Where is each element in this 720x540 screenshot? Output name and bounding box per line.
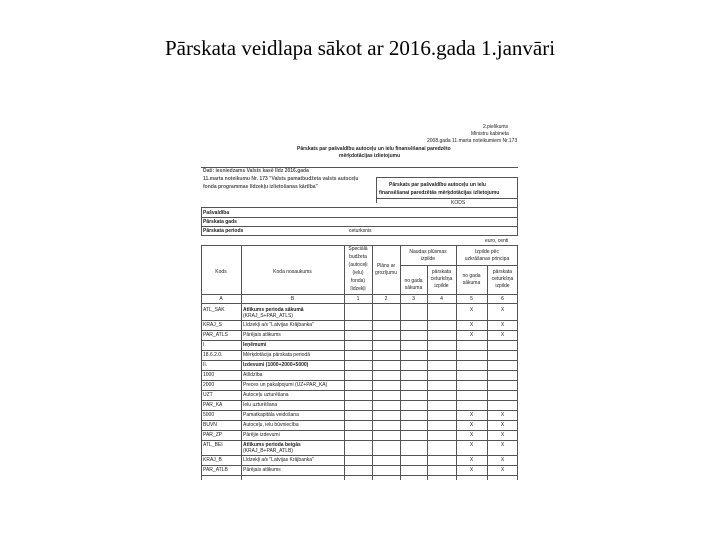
- row-name: Atlikums perioda sākumā: [243, 307, 304, 313]
- box-left-line: Dati: iesniedzams Valsts kasē līdz 2016.gada: [203, 168, 309, 174]
- row-name: Pamatkapitāla veidošana: [243, 412, 299, 418]
- row-divider: [201, 430, 518, 431]
- row-divider: [201, 350, 518, 351]
- meta-periods: Pārskata periods: [203, 228, 244, 234]
- row-code: 2000: [203, 382, 215, 388]
- kods-label: KODS: [451, 200, 466, 206]
- box-right-line: Pārskats par pašvaldību autoceļu un ielu: [389, 182, 486, 188]
- head-specialie: līdzekļi: [350, 286, 366, 292]
- col-number: 2: [384, 296, 388, 302]
- head-naudas: izpilde: [420, 256, 436, 262]
- row-name: Pārējais atlikums: [243, 332, 281, 338]
- row-x-mark: X: [500, 412, 505, 418]
- row-x-mark: X: [500, 442, 505, 448]
- head-sub: izpilde: [495, 283, 510, 289]
- row-divider: [201, 400, 518, 401]
- row-x-mark: X: [500, 307, 505, 313]
- header-line: Ministru kabineta: [471, 131, 509, 137]
- head-sub: no gada: [404, 278, 423, 284]
- col-number: B: [290, 296, 295, 302]
- row-divider: [201, 360, 518, 361]
- head-izpilde: Izpilde pēc: [475, 249, 499, 255]
- box-left-line: fonda programmas līdzekļu izlietošanas kārtība": [203, 184, 318, 190]
- row-code: BUVN: [203, 422, 217, 428]
- row-divider: [201, 410, 518, 411]
- row-divider: [201, 380, 518, 381]
- head-kods: Kods: [215, 269, 227, 275]
- row-divider: [201, 340, 518, 341]
- head-plans: grozījumu: [375, 270, 397, 276]
- row-code: I.: [203, 342, 206, 348]
- row-divider: [201, 475, 518, 476]
- box-right-line: finansēšanai paredzētās mērķdotācijas izlietojumu: [379, 190, 500, 196]
- row-divider: [201, 440, 518, 441]
- row-code: ATL_BEI: [203, 442, 223, 448]
- row-name: Izdevumi (1000+2000+5000): [243, 362, 309, 368]
- col-number: 4: [440, 296, 443, 302]
- col-number: 6: [501, 296, 504, 302]
- row-divider: [201, 420, 518, 421]
- row-code: UZT: [203, 392, 213, 398]
- row-x-mark: X: [469, 412, 474, 418]
- row-code: II.: [203, 362, 208, 368]
- col-number: 3: [412, 296, 415, 302]
- row-name: Līdzekļi a/s "Latvijas Krājbanka": [243, 322, 314, 328]
- row-name: Pārējie izdevumi: [243, 432, 280, 438]
- row-name: Mērķdotācija pārskata periodā: [243, 352, 310, 358]
- row-x-mark: X: [500, 322, 505, 328]
- col-number: A: [219, 296, 223, 302]
- head-specialie: (ielu): [352, 270, 364, 276]
- row-x-mark: X: [500, 457, 505, 463]
- row-x-mark: X: [469, 442, 474, 448]
- form-title: mērķdotācijas izlietojumu: [339, 153, 401, 159]
- head-naudas: Naudas plūsmas: [409, 249, 447, 255]
- row-name: Pārējais atlikums: [243, 467, 281, 473]
- form-title: Pārskats par pašvaldību autoceļu un ielu finansēšanai paredzēto: [297, 146, 451, 152]
- row-code: PAR_KA: [203, 402, 223, 408]
- slide-title: Pārskata veidlapa sākot ar 2016.gada 1.janvāri: [164, 36, 556, 60]
- row-code: 18.6.2.0.: [203, 352, 223, 358]
- row-divider: [201, 370, 518, 371]
- row-code: PAR_ATLS: [203, 332, 228, 338]
- row-divider: [201, 390, 518, 391]
- row-code: 5000: [203, 412, 215, 418]
- meta-pasvaldiba: Pašvaldība: [203, 210, 230, 216]
- report-form-image: [201, 122, 518, 480]
- head-sub: ceturkšņa: [491, 276, 514, 282]
- row-x-mark: X: [500, 332, 505, 338]
- row-name: Ieņēmumi: [243, 342, 267, 348]
- head-sub: ceturkšņa: [430, 276, 453, 282]
- head-izpilde: uzkrāšanas principa: [464, 256, 510, 262]
- row-name-sub: (KRAJ_S+PAR_ATLS): [243, 313, 293, 319]
- head-sub: pārskata: [492, 269, 513, 275]
- row-divider: [201, 465, 518, 466]
- row-x-mark: X: [469, 432, 474, 438]
- row-code: 1000: [203, 372, 215, 378]
- head-specialie: fonda): [350, 278, 366, 284]
- head-specialie: Speciālā: [348, 246, 368, 252]
- row-x-mark: X: [469, 307, 474, 313]
- row-name-sub: (KRAJ_B+PAR_ATLB): [243, 448, 293, 454]
- head-sub: izpilde: [434, 283, 449, 289]
- head-sub: sākuma: [462, 280, 481, 286]
- row-divider: [201, 320, 518, 321]
- row-x-mark: X: [469, 422, 474, 428]
- header-line: 2.pielikums: [483, 124, 509, 130]
- row-x-mark: X: [469, 332, 474, 338]
- row-name: Līdzekļi a/s "Latvijas Krājbanka": [243, 457, 314, 463]
- row-divider: [201, 455, 518, 456]
- row-x-mark: X: [469, 322, 474, 328]
- row-code: PAR_ATLB: [203, 467, 228, 473]
- row-code: PAR_ZP: [203, 432, 223, 438]
- row-x-mark: X: [500, 467, 505, 473]
- head-plans: Plāns ar: [376, 263, 396, 269]
- row-x-mark: X: [500, 432, 505, 438]
- row-name: Atlikums perioda beigās: [243, 442, 301, 448]
- row-name: Autoceļu, ielu būvniecība: [243, 422, 299, 428]
- head-specialie: budžeta: [349, 254, 367, 260]
- row-name: Ielu uzturēšana: [243, 402, 278, 408]
- box-left-line: 11.marta noteikumu Nr. 173 "Valsts pamatbudžeta valsts autoceļu: [203, 176, 359, 182]
- currency-label: euro, centi: [485, 238, 509, 244]
- row-code: ATL_SAK: [203, 307, 225, 313]
- header-line: 2008.gada 11.marta noteikumiem Nr.173: [427, 138, 518, 144]
- row-x-mark: X: [469, 457, 474, 463]
- row-name: Autoceļu uzturēšana: [243, 392, 289, 398]
- col-number: 1: [356, 296, 360, 302]
- head-sub: no gada: [462, 273, 481, 279]
- meta-gads: Pārskata gads: [203, 219, 237, 225]
- row-code: KRAJ_B: [203, 457, 222, 463]
- col-number: 5: [470, 296, 473, 302]
- row-x-mark: X: [469, 467, 474, 473]
- row-x-mark: X: [500, 422, 505, 428]
- row-name: Atlīdzība: [243, 372, 263, 378]
- row-code: KRAJ_S: [203, 322, 222, 328]
- row-name: Preces un pakalpojumi (UZ+PAR_KA): [243, 382, 328, 388]
- head-nosaukums: Koda nosaukums: [273, 269, 312, 275]
- head-sub: pārskata: [431, 269, 452, 275]
- head-sub: sākuma: [404, 285, 423, 291]
- head-specialie: (autoceļi: [348, 262, 368, 268]
- meta-ceturksnis: ceturksnis: [349, 228, 372, 234]
- row-divider: [201, 330, 518, 331]
